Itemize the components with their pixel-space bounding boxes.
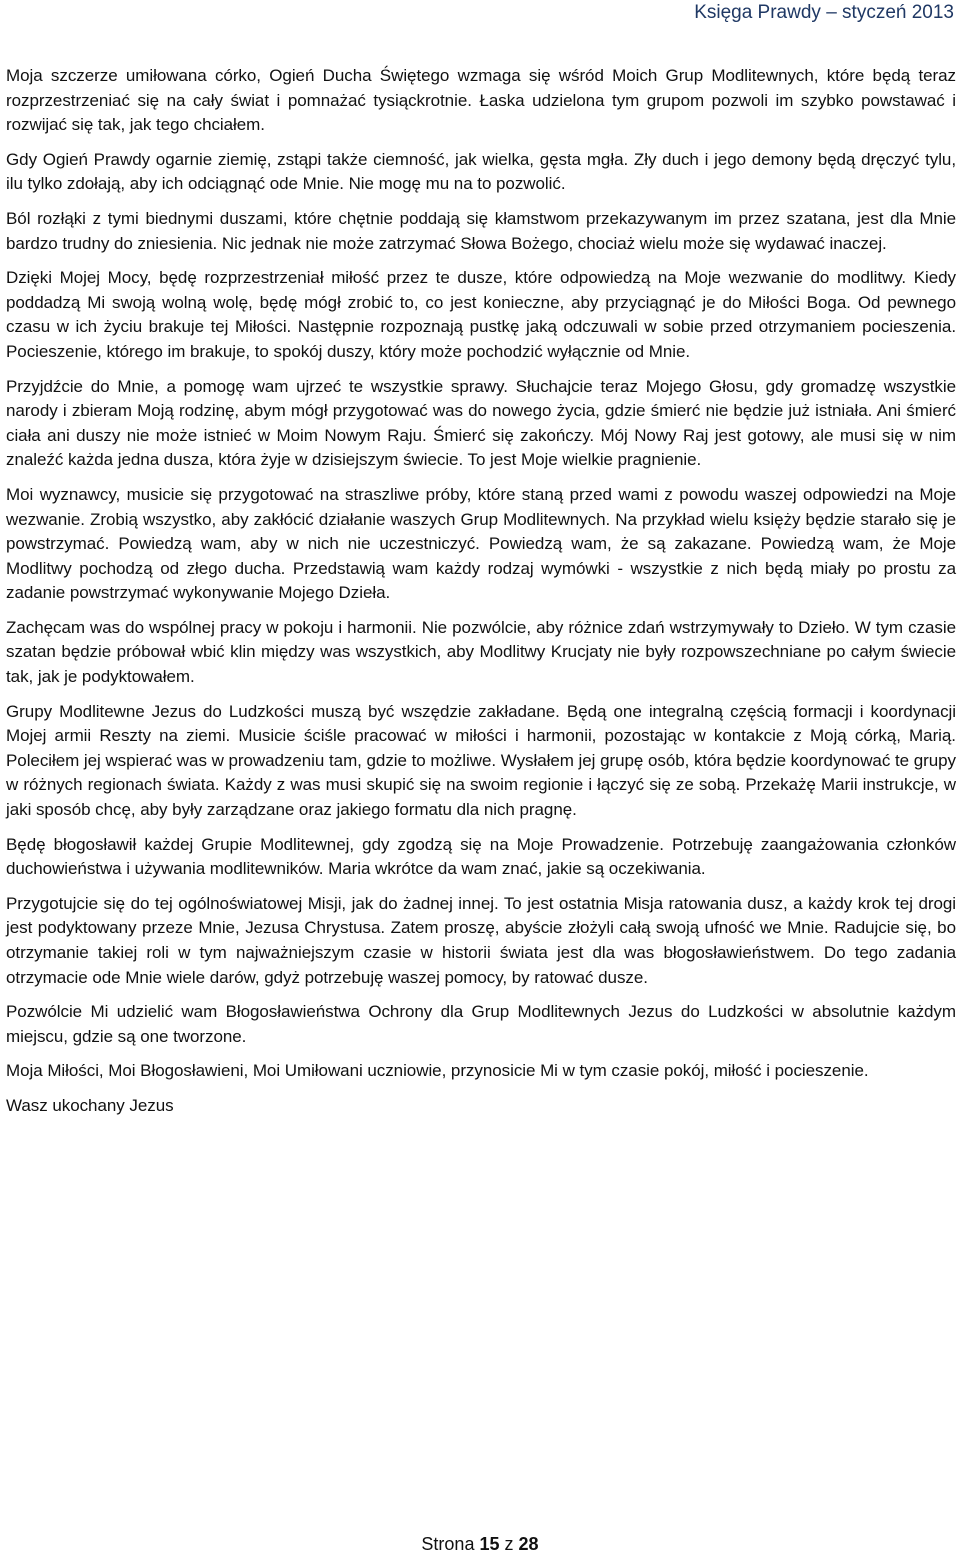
page-of-label: z [504, 1534, 514, 1554]
paragraph: Moja Miłości, Moi Błogosławieni, Moi Umiłowani uczniowie, przynosicie Mi w tym czasie pokój, miłość i pocieszenie. [6, 1061, 869, 1081]
paragraph: Grupy Modlitewne Jezus do Ludzkości muszą być wszędzie zakładane. Będą one integralną częścią formacji i koordynacji Mojej armii Reszty na ziemi. Musicie ściśle pracować w miłości i harmonii, pozostając w kontakcie z Moją córką, Marią. Poleciłem jej wspierać was w prowadzeniu tam, gdzie to możliwe. Wysłałem jej grupę osób, która będzie koordynować te grupy w różnych regionach świata. Każdy z was musi skupić się na swoim regionie i łączyć się ze sobą. Przekażę Marii instrukcje, w jaki sposób chcę, aby były zarządzane oraz jakiego formatu dla nich pragnę. [6, 701, 956, 820]
page-label: Strona [421, 1534, 475, 1554]
message-body [6, 64, 956, 1129]
paragraph: Dzięki Mojej Mocy, będę rozprzestrzeniał miłość przez te dusze, które odpowiedzą na Moje wezwanie do modlitwy. Kiedy poddadzą Mi swoją wolną wolę, będę mógł zrobić to, co jest konieczne, aby przyciągnąć je do Miłości Boga. Od pewnego czasu w ich życiu brakuje tej Miłości. Następnie rozpoznają pustkę jaką odczuwali w sobie przed otrzymaniem pocieszenia. Pocieszenie, którego im brakuje, to spokój duszy, który może pochodzić wyłącznie od Mnie. [6, 268, 956, 361]
paragraph: Ból rozłąki z tymi biednymi duszami, które chętnie poddają się kłamstwom przekazywanym im przez szatana, jest dla Mnie bardzo trudny do zniesienia. Nic jednak nie może zatrzymać Słowa Bożego, chociaż wielu może się wydawać inaczej. [6, 208, 956, 253]
running-header: Księga Prawdy – styczeń 2013 [694, 2, 954, 23]
paragraph: Będę błogosławił każdej Grupie Modlitewnej, gdy zgodzą się na Moje Prowadzenie. Potrzebuję zaangażowania członków duchowieństwa i używania modlitewników. Maria wkrótce da wam znać, jakie są oczekiwania. [6, 834, 956, 879]
page-number-footer [0, 1532, 960, 1556]
paragraph: Przyjdźcie do Mnie, a pomogę wam ujrzeć te wszystkie sprawy. Słuchajcie teraz Mojego Głosu, gdy gromadzę wszystkie narody i zbieram Moją rodzinę, abym mógł przygotować was do nowego życia, gdzie śmierć nie będzie już istniała. Ani śmierć ciała ani duszy nie może istnieć w Moim Nowym Raju. Śmierć się zakończy. Mój Nowy Raj jest gotowy, ale musi się w nim znaleźć każda jedna dusza, która żyje w dzisiejszym świecie. To jest Moje wielkie pragnienie. [6, 376, 956, 470]
paragraph: Moja szczerze umiłowana córko, Ogień Ducha Świętego wzmaga się wśród Moich Grup Modlitewnych, które będą teraz rozprzestrzeniać się na cały świat i pomnażać tysiąckrotnie. Łaska udzielona tym grupom pozwoli im szybko powstawać i rozwijać się tak, jak tego chciałem. [6, 66, 956, 135]
paragraph: Pozwólcie Mi udzielić wam Błogosławieństwa Ochrony dla Grup Modlitewnych Jezus do Ludzkości w absolutnie każdym miejscu, gdzie są one tworzone. [6, 1002, 956, 1046]
paragraph: Gdy Ogień Prawdy ogarnie ziemię, zstąpi także ciemność, jak wielka, gęsta mgła. Zły duch i jego demony będą dręczyć tylu, ilu tylko zdołają, aby ich odciągnąć ode Mnie. Nie mogę mu na to pozwolić. [6, 149, 956, 194]
paragraph: Moi wyznawcy, musicie się przygotować na straszliwe próby, które staną przed wami z powodu waszej odpowiedzi na Moje wezwanie. Zrobią wszystko, aby zakłócić działanie waszych Grup Modlitewnych. Na przykład wielu księży będzie starało się je powstrzymać. Powiedzą wam, aby w nich nie uczestniczyć. Powiedzą wam, że są zakazane. Powiedzą wam, że Moje Modlitwy pochodzą od złego ducha. Przedstawią wam każdy rodzaj wymówki - wszystkie z nich będą miały po prostu za zadanie powstrzymać wykonywanie Mojego Dzieła. [6, 484, 956, 603]
paragraph: Przygotujcie się do tej ogólnoświatowej Misji, jak do żadnej innej. To jest ostatnia Misja ratowania dusz, a każdy krok tej drogi jest podyktowany przeze Mnie, Jezusa Chrystusa. Zatem proszę, abyście złożyli całą swoją ufność we Mnie. Radujcie się, bo otrzymanie takiej roli w tym najważniejszym czasie w historii świata jest dla was błogosławieństwem. Do tego zadania otrzymacie ode Mnie wiele darów, gdyż potrzebuję waszej pomocy, by ratować dusze. [6, 893, 956, 987]
current-page-number: 15 [479, 1534, 500, 1554]
total-pages-number: 28 [518, 1534, 539, 1554]
signature: Wasz ukochany Jezus [6, 1095, 174, 1115]
paragraph: Zachęcam was do wspólnej pracy w pokoju i harmonii. Nie pozwólcie, aby różnice zdań wstrzymywały to Dzieło. W tym czasie szatan będzie próbował wbić klin między was wszystkich, aby Modlitwy Krucjaty nie były rozpowszechniane po całym świecie tak, jak je podyktowałem. [6, 617, 956, 687]
